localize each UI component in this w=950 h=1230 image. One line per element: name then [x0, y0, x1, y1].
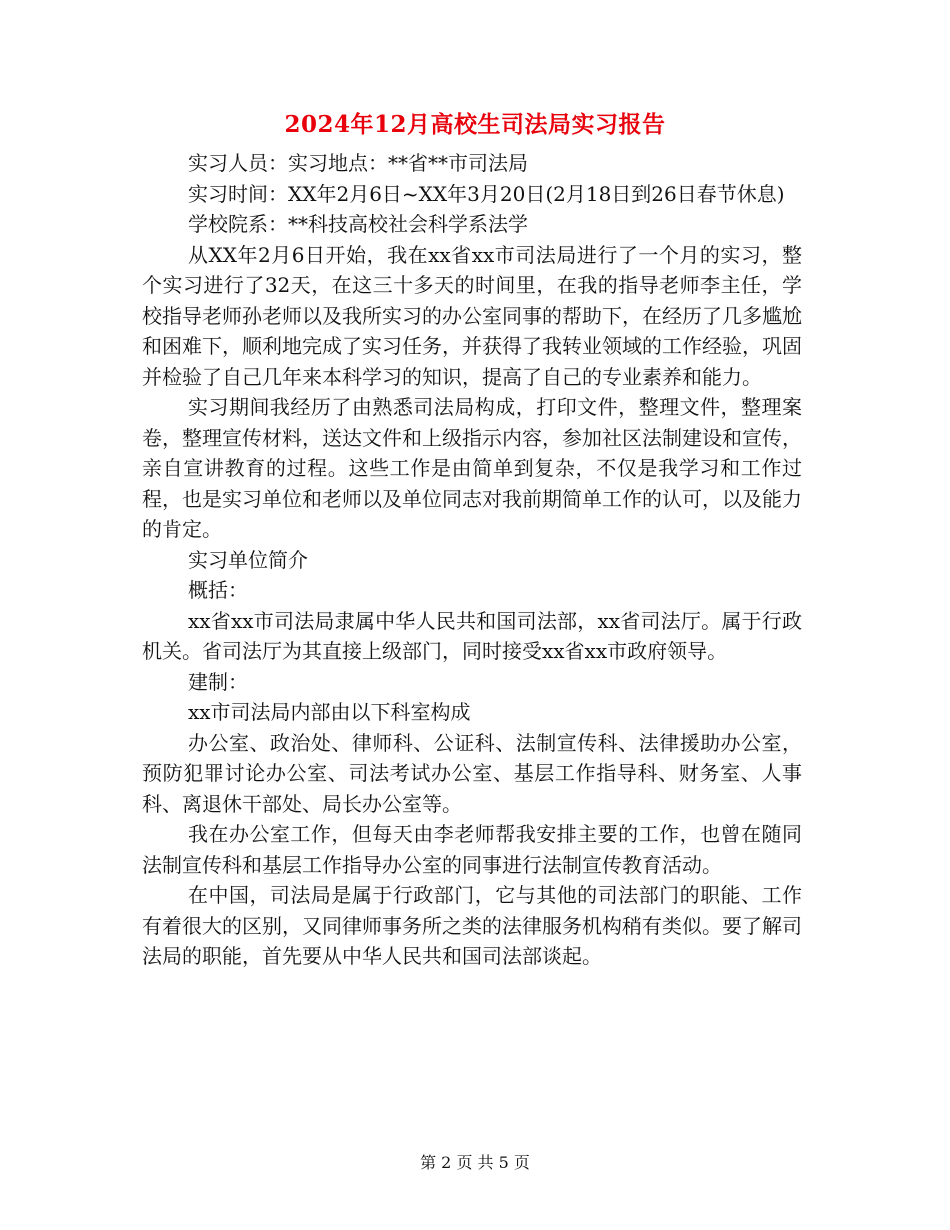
document-body	[142, 148, 802, 972]
page-number-footer: 第 2 页 共 5 页	[420, 1153, 530, 1172]
paragraph-intern-info: 实习人员：实习地点：**省**市司法局	[188, 151, 528, 175]
paragraph-structure-heading: 建制：	[188, 669, 248, 694]
paragraph-experience: 实习期间我经历了由熟悉司法局构成，打印文件，整理文件，整理案卷，整理宣传材料，送达文件和上级指示内容，参加社区法制建设和宣传，亲自宣讲教育的过程。这些工作是由简单到复杂，不仅是我学习和工作过程，也是实习单位和老师以及单位同志对我前期简单工作的认可，以及能力的肯定。	[142, 395, 802, 541]
paragraph-bureau-role: 在中国，司法局是属于行政部门，它与其他的司法部门的职能、工作有着很大的区别，又同律师事务所之类的法律服务机构稍有类似。要了解司法局的职能，首先要从中华人民共和国司法部谈起。	[142, 883, 802, 968]
paragraph-structure-intro: xx市司法局内部由以下科室构成	[188, 700, 471, 724]
paragraph-departments: 办公室、政治处、律师科、公证科、法制宣传科、法律援助办公室，预防犯罪讨论办公室、司法考试办公室、基层工作指导科、财务室、人事科、离退休干部处、局长办公室等。	[142, 730, 802, 816]
document-title: 2024年12月高校生司法局实习报告	[284, 111, 666, 138]
paragraph-summary-heading: 概括：	[188, 578, 248, 602]
paragraph-affiliation: xx省xx市司法局隶属中华人民共和国司法部，xx省司法厅。属于行政机关。省司法厅为其直接上级部门，同时接受xx省xx市政府领导。	[142, 608, 802, 663]
paragraph-intern-time: 实习时间：XX年2月6日~XX年3月20日(2月18日到26日春节休息)	[188, 181, 785, 206]
paragraph-school-dept: 学校院系：**科技高校社会科学系法学	[188, 212, 528, 236]
paragraph-unit-heading: 实习单位简介	[188, 547, 308, 572]
paragraph-my-work: 我在办公室工作，但每天由李老师帮我安排主要的工作，也曾在随同法制宣传科和基层工作指导办公室的同事进行法制宣传教育活动。	[142, 822, 802, 877]
paragraph-overview: 从XX年2月6日开始，我在xx省xx市司法局进行了一个月的实习，整个实习进行了32天，在这三十多天的时间里，在我的指导老师李主任，学校指导老师孙老师以及我所实习的办公室同事的帮助下，在经历了几多尴尬和困难下，顺利地完成了实习任务，并获得了我转业领域的工作经验，巩固并检验了自己几年来本科学习的知识，提高了自己的专业素养和能力。	[142, 242, 802, 389]
